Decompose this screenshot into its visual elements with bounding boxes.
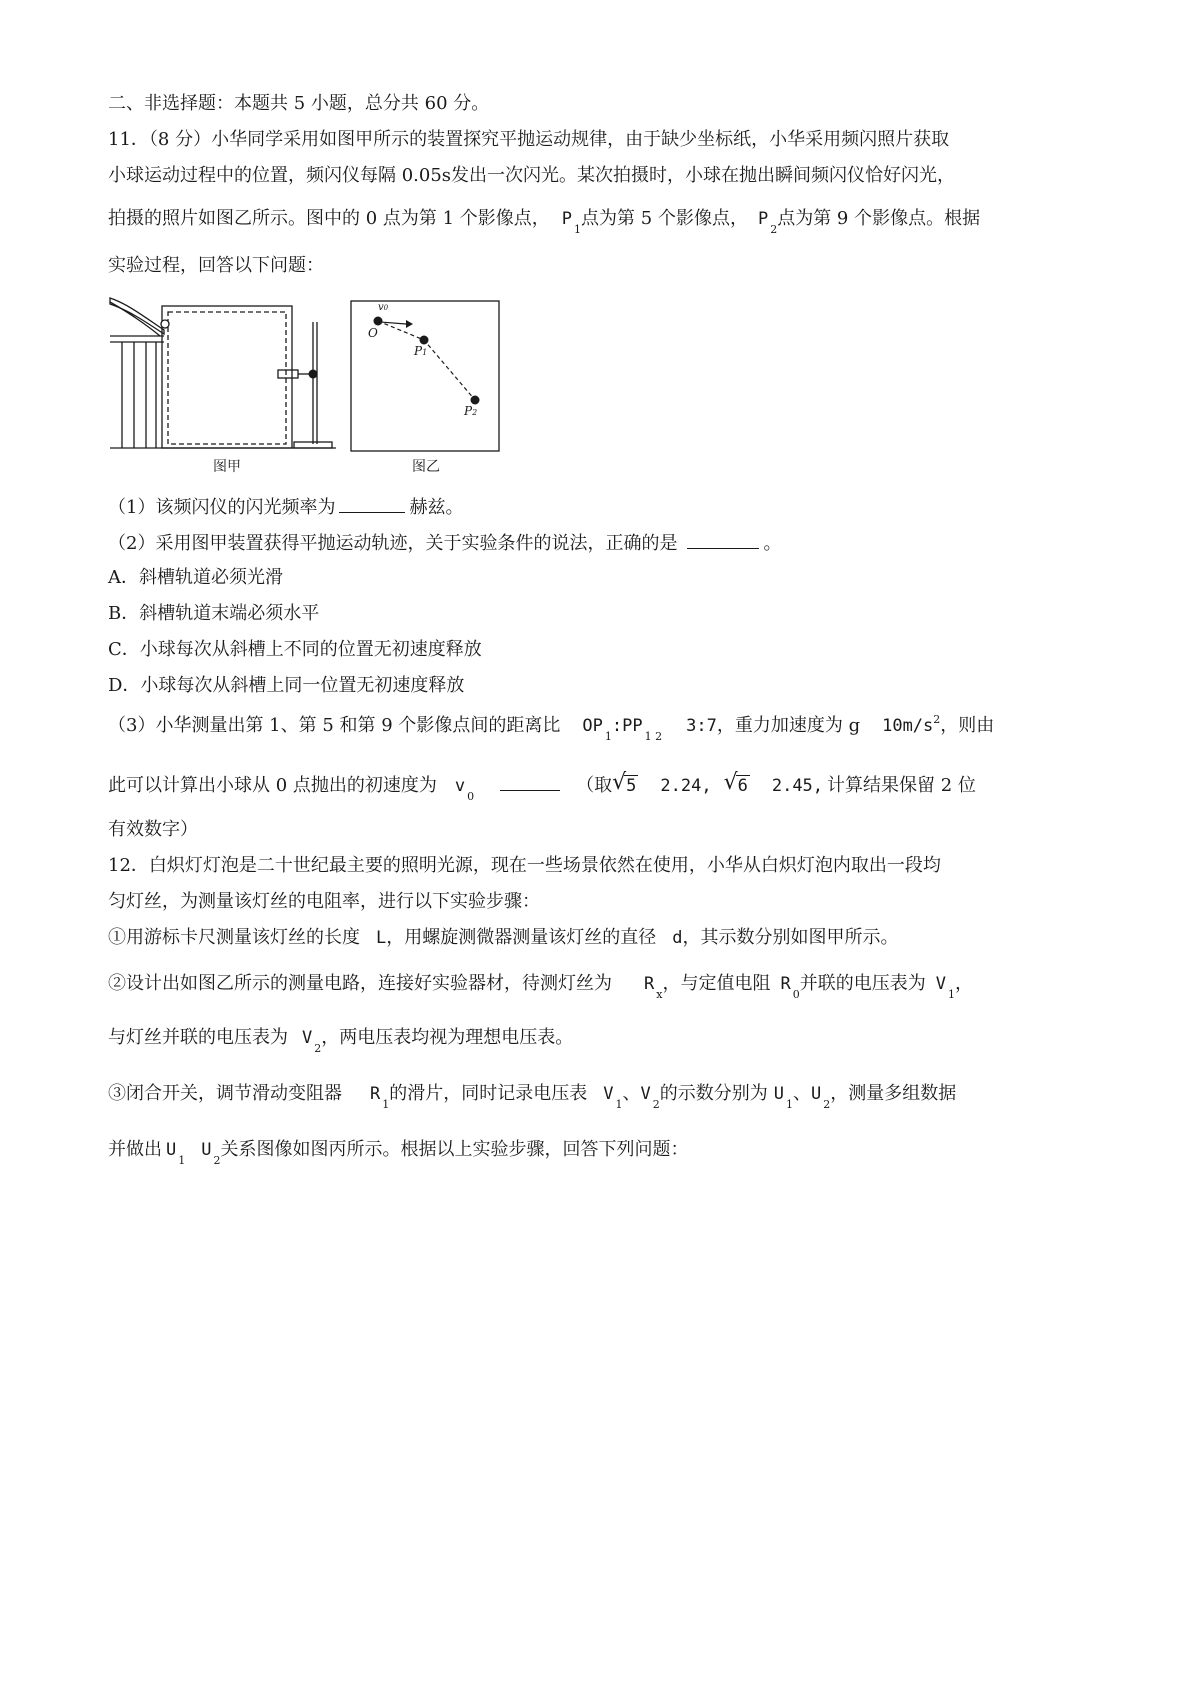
q12-line1: 12．白炽灯灯泡是二十世纪最主要的照明光源，现在一些场景依然在使用，小华从白炽灯泡内取出一段均 (108, 855, 941, 876)
q12-step3-text-c: 的示数分别为 (659, 1083, 768, 1104)
q11-sub3-line2-text-a: 此可以计算出小球从 0 点抛出的初速度为 (108, 775, 437, 796)
q12-step2-text-a: ②设计出如图乙所示的测量电路，连接好实验器材，待测灯丝为 (108, 973, 612, 994)
sqrt-6: √ 6 (723, 770, 748, 796)
r0-letter: R (780, 974, 791, 994)
figure-jia-caption: 图甲 (213, 459, 241, 475)
figure-yi-photo (350, 300, 500, 452)
q11-sub2 (108, 530, 781, 556)
line2-u2-symbol (201, 1139, 221, 1167)
q12-step3 (108, 1082, 957, 1111)
step3-v1-letter: V (603, 1084, 614, 1104)
q11-line3-text-b: 点为第 5 个影像点， (581, 208, 748, 229)
r1-subscript: 1 (382, 1098, 390, 1111)
figure-yi-caption: 图乙 (412, 459, 440, 475)
option-a: A．斜槽轨道必须光滑 (108, 567, 283, 588)
q11-sub1-text: （1）该频闪仪的闪光频率为 (108, 497, 336, 518)
q11-sub3-text-b: ，重力加速度为 g (716, 715, 861, 736)
v2-letter: V (302, 1028, 313, 1048)
q11-sub1 (108, 494, 463, 520)
p2-letter: P (757, 209, 769, 229)
p1-label-subscript: 1 (422, 348, 428, 357)
rx-subscript: x (656, 988, 663, 1001)
p2-label-subscript: 2 (472, 408, 478, 417)
step3-v1-subscript: 1 (615, 1098, 623, 1111)
q12-step1 (108, 926, 899, 950)
q12-step3-text-a: ③闭合开关，调节滑动变阻器 (108, 1083, 342, 1104)
q11-sub3-blank[interactable] (500, 772, 560, 791)
r1-letter: R (370, 1084, 381, 1104)
p1-label (414, 344, 427, 358)
line2-u2-letter: U (201, 1140, 212, 1160)
step3-separator-2: 、 (793, 1083, 811, 1104)
q12-step3-line2-text-b: 关系图像如图丙所示。根据以上实验步骤，回答下列问题： (220, 1139, 689, 1160)
pp-symbol: :PP (611, 716, 643, 736)
p1-letter: P (561, 209, 573, 229)
rx-symbol (644, 973, 663, 1001)
q11-sub3-line1 (108, 713, 995, 743)
step3-u1-letter: U (773, 1084, 784, 1104)
v1-symbol (935, 973, 955, 1001)
option-d: D．小球每次从斜槽上同一位置无初速度释放 (108, 675, 465, 696)
q11-sub2-blank[interactable] (687, 530, 759, 549)
diameter-symbol: d (672, 928, 683, 948)
sqrt-6-value: 2.45, (771, 776, 824, 796)
option-b: B．斜槽轨道末端必须水平 (108, 603, 320, 624)
sqrt-5: √ 5 (612, 770, 637, 796)
g-superscript: 2 (933, 713, 941, 726)
v0-symbol (454, 775, 475, 803)
p1-symbol (561, 208, 582, 236)
v2-subscript: 2 (314, 1042, 322, 1055)
section-title: 二、非选择题：本题共 5 小题，总分共 60 分。 (108, 93, 490, 114)
q12-step3-line2 (108, 1138, 689, 1167)
q11-sub3-line3: 有效数字） (108, 819, 198, 840)
q11-sub1-end: 赫兹。 (409, 497, 464, 518)
step3-separator: 、 (622, 1083, 641, 1104)
step3-u2-symbol (811, 1083, 831, 1111)
line2-u1-letter: U (166, 1140, 177, 1160)
v0-subscript: 0 (383, 304, 389, 312)
v0-label (378, 302, 388, 313)
q12-step2-line2-text-b: ，两电压表均视为理想电压表。 (321, 1027, 574, 1048)
length-symbol: L (376, 928, 387, 948)
q12-step3-text-d: ，测量多组数据 (830, 1083, 957, 1104)
q12-step1-text-b: ，用螺旋测微器测量该灯丝的直径 (386, 927, 657, 948)
line2-u1-symbol (166, 1139, 186, 1167)
q12-line2: 匀灯丝，为测量该灯丝的电阻率，进行以下实验步骤： (108, 891, 540, 912)
sqrt-5-radicand: 5 (626, 776, 637, 796)
q12-step2 (108, 972, 973, 1001)
q12-step2-line2-text-a: 与灯丝并联的电压表为 (108, 1027, 288, 1048)
q11-sub2-text: （2）采用图甲装置获得平抛运动轨迹，关于实验条件的说法，正确的是 (108, 533, 678, 554)
apparatus-drawing (108, 292, 338, 454)
sqrt-6-radicand: 6 (737, 776, 748, 796)
q12-step3-text-b: 的滑片，同时记录电压表 (389, 1083, 588, 1104)
q12-step2-text-c: 并联的电压表为 (799, 973, 926, 994)
r1-symbol (370, 1083, 390, 1111)
step3-v2-subscript: 2 (652, 1098, 660, 1111)
p1-subscript: 1 (574, 223, 582, 236)
v-subscript: 0 (467, 790, 475, 803)
step3-u2-letter: U (811, 1084, 822, 1104)
line2-u1-subscript: 1 (178, 1154, 186, 1167)
q12-step2-text-d: ， (954, 973, 973, 994)
q12-step2-line2 (108, 1026, 574, 1055)
q11-line2: 小球运动过程中的位置，频闪仪每隔 0.05s发出一次闪光。某次拍摄时，小球在抛出瞬间频闪仪恰好闪光， (108, 165, 956, 186)
step3-v1-symbol (603, 1083, 623, 1111)
v1-subscript: 1 (947, 988, 955, 1001)
q11-sub3-text-a: （3）小华测量出第 1、第 5 和第 9 个影像点间的距离比 (108, 715, 561, 736)
rx-letter: R (644, 974, 655, 994)
v0-letter: v (378, 302, 384, 313)
option-c: C．小球每次从斜槽上不同的位置无初速度释放 (108, 639, 482, 660)
q11-sub3-line2-text-b: （取 (576, 775, 613, 796)
q11-line1: 11．（8 分）小华同学采用如图甲所示的装置探究平抛运动规律，由于缺少坐标纸，小华采用频闪照片获取 (108, 129, 950, 150)
ratio-value: 3:7 (686, 716, 717, 736)
r0-subscript: 0 (792, 988, 800, 1001)
p2-subscript: 2 (770, 223, 778, 236)
sqrt-5-value: 2.24, (660, 776, 712, 796)
p1-label-letter: P (414, 344, 423, 358)
q11-sub1-blank[interactable] (339, 494, 405, 513)
q11-line3 (108, 207, 981, 236)
q12-step2-text-b: ，与定值电阻 (662, 973, 771, 994)
q11-line3-text-a: 拍摄的照片如图乙所示。图中的 0 点为第 1 个影像点， (108, 208, 550, 229)
step3-u2-subscript: 2 (823, 1098, 831, 1111)
q12-step1-text-c: ，其示数分别如图甲所示。 (682, 927, 899, 948)
p2-label-letter: P (464, 404, 473, 418)
line2-u2-subscript: 2 (213, 1154, 221, 1167)
g-value: 10m/s (882, 716, 934, 736)
q12-step3-line2-text-a: 并做出 (108, 1139, 162, 1160)
q11-sub3-line2-text-c: 计算结果保留 2 位 (827, 775, 976, 796)
ratio-expression (582, 715, 663, 743)
q11-line4: 实验过程，回答以下问题： (108, 255, 324, 276)
v-letter: v (454, 776, 466, 796)
op-symbol: OP (582, 716, 603, 736)
figure-jia-apparatus (108, 292, 338, 454)
q11-sub3-line2 (108, 770, 976, 803)
step3-u1-subscript: 1 (786, 1098, 793, 1111)
o-label: O (368, 326, 378, 340)
trajectory-drawing (350, 300, 500, 452)
q11-line3-text-c: 点为第 9 个影像点。根据 (777, 208, 981, 229)
step3-v2-letter: V (640, 1084, 651, 1104)
v2-symbol (302, 1027, 322, 1055)
q11-sub2-end: 。 (763, 533, 782, 554)
v1-letter: V (935, 974, 946, 994)
r0-symbol (780, 973, 800, 1001)
p2-symbol (757, 208, 778, 236)
op-subscript: 1 (604, 730, 612, 743)
p2-label (464, 404, 477, 418)
pp-subscript: 1 2 (644, 730, 663, 743)
step3-u1-symbol (773, 1083, 793, 1111)
step3-v2-symbol (640, 1083, 660, 1111)
q12-step1-text-a: ①用游标卡尺测量该灯丝的长度 (108, 927, 360, 948)
q11-sub3-text-c: ，则由 (940, 715, 995, 736)
